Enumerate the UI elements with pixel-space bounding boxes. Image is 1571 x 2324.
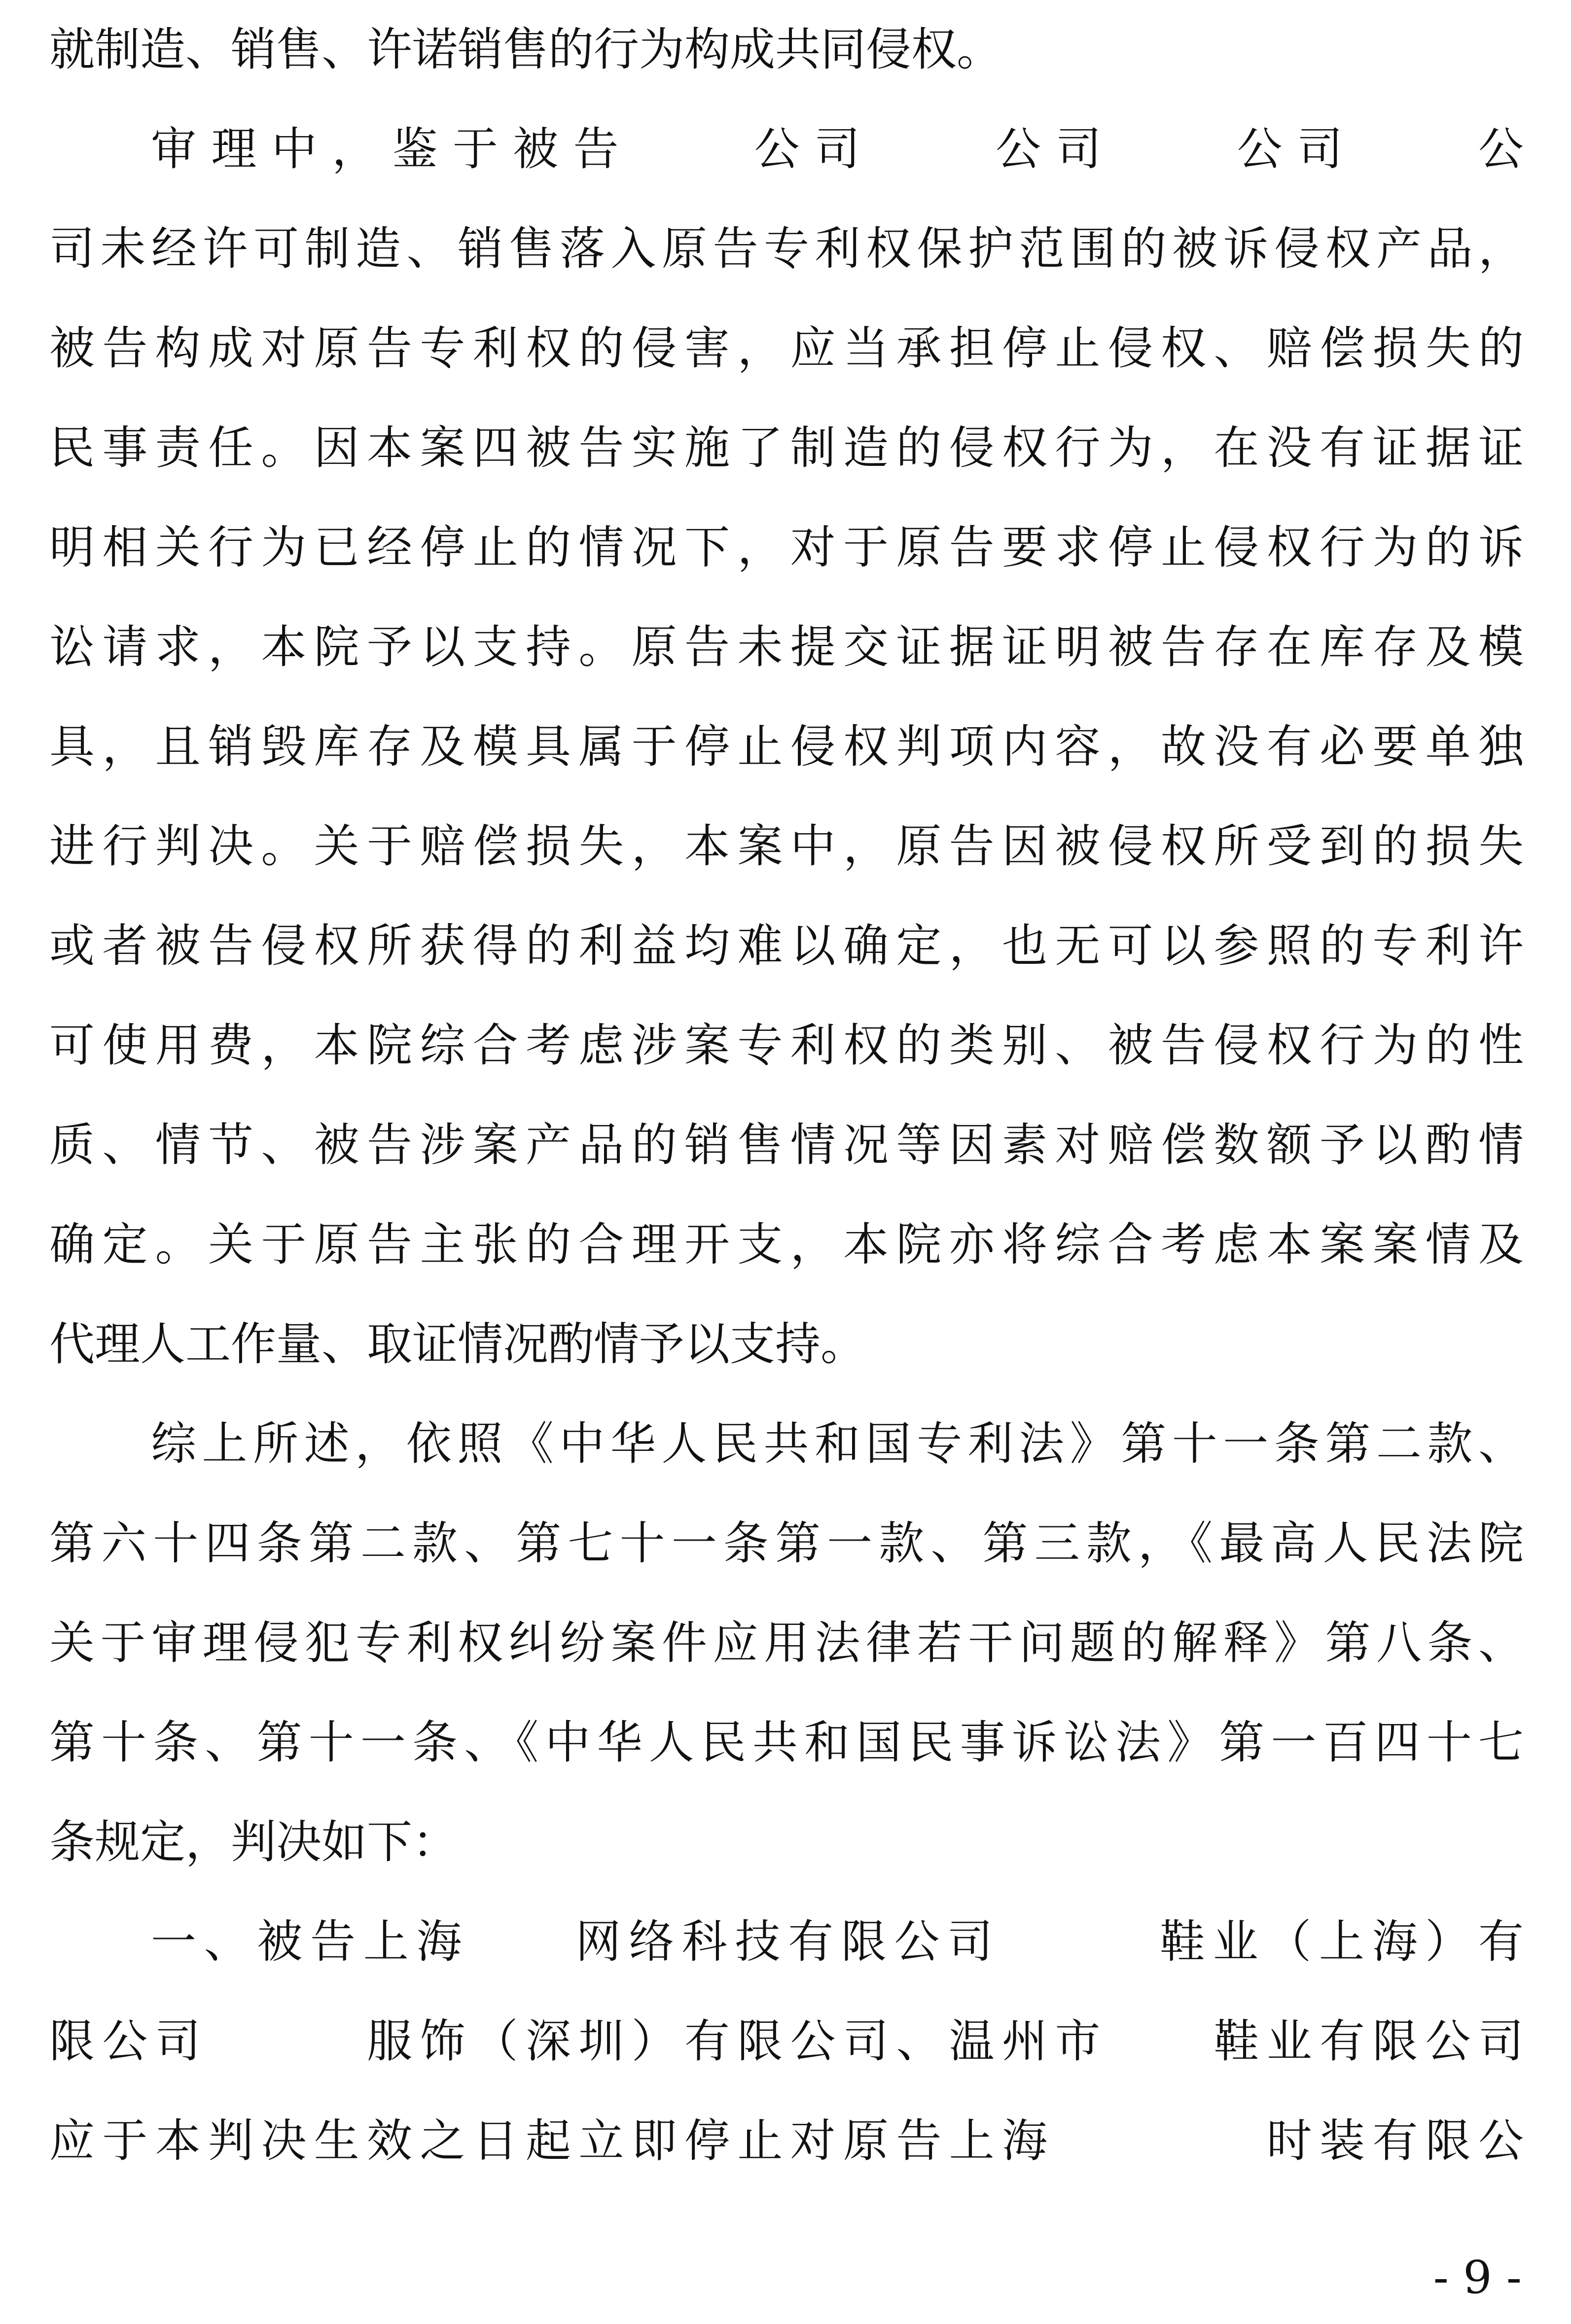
text-line: 综上所述，依照《中华人民共和国专利法》第十一条第二款、 bbox=[151, 1417, 1524, 1470]
text-line: 应于本判决生效之日起立即停止对原告上海 时装有限公 bbox=[49, 2114, 1524, 2167]
text-line: 民事责任。因本案四被告实施了制造的侵权行为，在没有证据证 bbox=[49, 422, 1524, 474]
text-line: 一、被告上海 网络科技有限公司 鞋业（上海）有 bbox=[151, 1915, 1524, 1968]
text-line: 具，且销毁库存及模具属于停止侵权判项内容，故没有必要单独 bbox=[49, 720, 1524, 773]
text-line: 审理中，鉴于被告 公司 公司 公司 公 bbox=[151, 123, 1524, 176]
text-line: 确定。关于原告主张的合理开支，本院亦将综合考虑本案案情及 bbox=[49, 1218, 1524, 1271]
text-line: 第六十四条第二款、第七十一条第一款、第三款，《最高人民法院 bbox=[49, 1517, 1524, 1570]
text-line: 明相关行为已经停止的情况下，对于原告要求停止侵权行为的诉 bbox=[49, 521, 1524, 574]
page-number: - 9 - bbox=[1433, 2251, 1522, 2304]
text-line: 代理人工作量、取证情况酌情予以支持。 bbox=[49, 1318, 866, 1371]
text-line: 关于审理侵犯专利权纠纷案件应用法律若干问题的解释》第八条、 bbox=[49, 1617, 1524, 1669]
text-line: 条规定，判决如下： bbox=[49, 1816, 458, 1868]
text-line: 或者被告侵权所获得的利益均难以确定，也无可以参照的专利许 bbox=[49, 919, 1524, 972]
document-body bbox=[49, 0, 1524, 2191]
text-line: 第十条、第十一条、《中华人民共和国民事诉讼法》第一百四十七 bbox=[49, 1716, 1524, 1769]
text-line: 被告构成对原告专利权的侵害，应当承担停止侵权、赔偿损失的 bbox=[49, 322, 1524, 375]
text-line: 讼请求，本院予以支持。原告未提交证据证明被告存在库存及模 bbox=[49, 621, 1524, 673]
text-line: 质、情节、被告涉案产品的销售情况等因素对赔偿数额予以酌情 bbox=[49, 1119, 1524, 1171]
text-line: 可使用费，本院综合考虑涉案专利权的类别、被告侵权行为的性 bbox=[49, 1019, 1524, 1072]
text-line: 限公司 服饰（深圳）有限公司、温州市 鞋业有限公司 bbox=[49, 2015, 1524, 2068]
text-line: 就制造、销售、许诺销售的行为构成共同侵权。 bbox=[49, 23, 1002, 76]
text-line: 进行判决。关于赔偿损失，本案中，原告因被侵权所受到的损失 bbox=[49, 820, 1524, 873]
text-line: 司未经许可制造、销售落入原告专利权保护范围的被诉侵权产品， bbox=[49, 222, 1524, 275]
